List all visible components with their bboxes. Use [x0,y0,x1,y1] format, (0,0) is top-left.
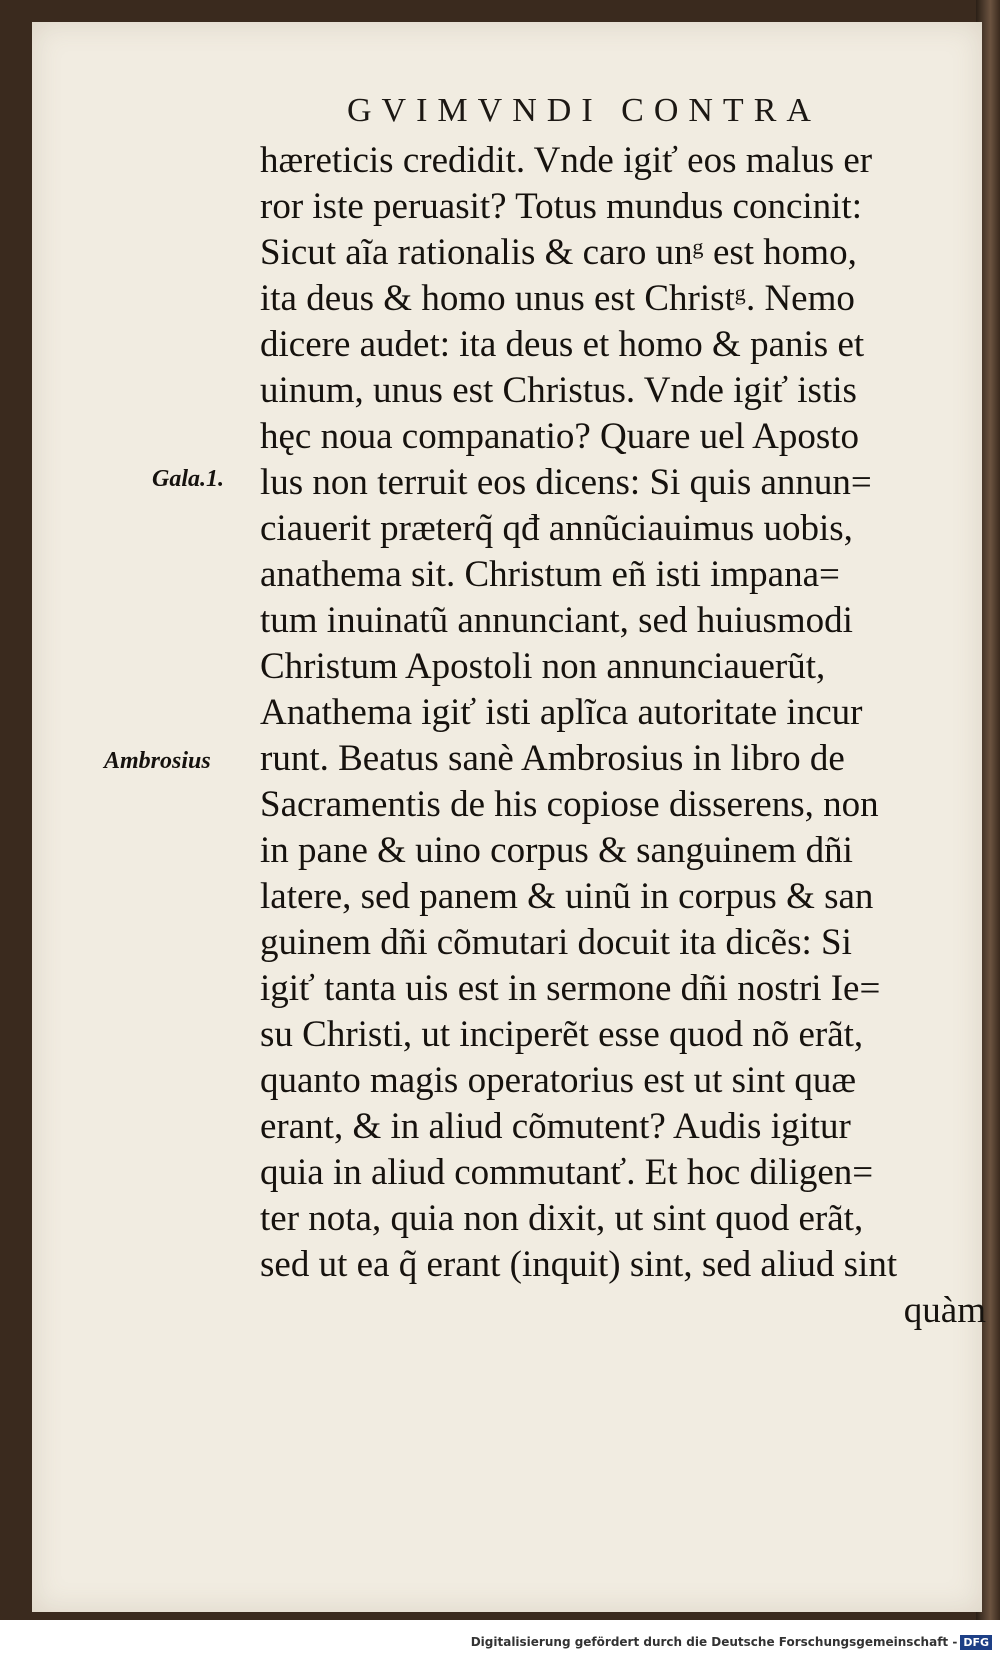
text-line: quanto magis operatorius est ut sint quæ [260,1060,857,1101]
funding-credit-text: Digitalisierung gefördert durch die Deutsche Forschungsgemeinschaft - [470,1635,958,1649]
text-line: Sacramentis de his copiose disserens, non [260,784,879,825]
text-line: ita deus & homo unus est Christᵍ. Nemo [260,278,855,319]
text-line: ror iste peruasit? Totus mundus concinit: [260,186,862,227]
text-line: hæreticis credidit. Vnde igiť eos malus er [260,140,873,181]
text-line: erant, & in aliud cõmutent? Audis igitur [260,1106,851,1147]
funding-credit [471,1635,992,1650]
footer-strip [0,1620,1000,1660]
marginal-note-ambrosius: Ambrosius [104,748,211,774]
text-line: su Christi, ut inciperẽt esse quod nõ erãt, [260,1014,864,1055]
text-line: hęc noua companatio? Quare uel Aposto [260,416,859,457]
body-text [260,138,990,1334]
text-line: Christum Apostoli non annunciauerũt, [260,646,826,687]
text-line: dicere audet: ita deus et homo & panis et [260,324,865,365]
text-line: igiť tanta uis est in sermone dñi nostri Ie= [260,968,881,1009]
text-line: sed ut ea q̃ erant (inquit) sint, sed aliud sint [260,1244,898,1285]
text-line: ter nota, quia non dixit, ut sint quod erãt, [260,1198,864,1239]
text-line: ciauerit præterq̃ qđ annũciauimus uobis, [260,508,853,549]
text-line: in pane & uino corpus & sanguinem dñi [260,830,853,871]
text-line: uinum, unus est Christus. Vnde igiť istis [260,370,857,411]
text-line: Sicut aĩa rationalis & caro unᵍ est homo, [260,232,857,273]
running-head: GVIMVNDI CONTRA [347,92,821,129]
text-line: quia in aliud commutanť. Et hoc diligen= [260,1152,874,1193]
text-line: anathema sit. Christum eñ isti impana= [260,554,840,595]
text-line: lus non terruit eos dicens: Si quis annun= [260,462,872,503]
text-line: Anathema igiť isti aplĩca autoritate incur [260,692,863,733]
text-line: tum inuinatũ annunciant, sed huiusmodi [260,600,853,641]
book-page [32,22,986,1612]
text-line: runt. Beatus sanè Ambrosius in libro de [260,738,845,779]
text-line: guinem dñi cõmutari docuit ita dicẽs: Si [260,922,852,963]
catchword: quàm [903,1290,986,1331]
dfg-logo: DFG [960,1635,992,1650]
text-line: latere, sed panem & uinũ in corpus & san [260,876,874,917]
marginal-note-gala: Gala.1. [152,466,224,492]
